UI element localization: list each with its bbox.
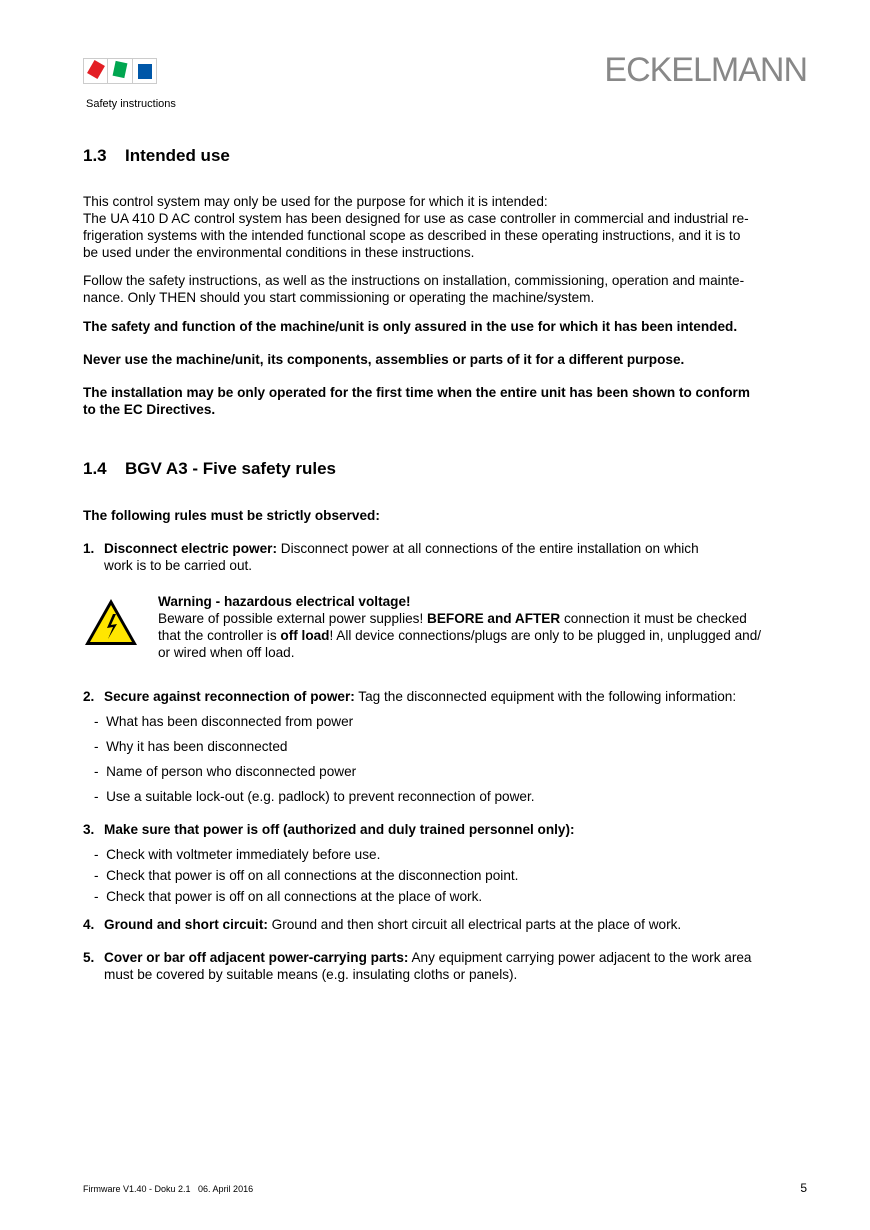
list-item: - Use a suitable lock-out (e.g. padlock) to prevent reconnection of power. [94, 789, 535, 804]
page-number: 5 [800, 1181, 807, 1195]
bold-note-2: Never use the machine/unit, its components, assemblies or parts of it for a different purpose. [83, 352, 685, 367]
rule-5: 5. Cover or bar off adjacent power-carrying parts: Any equipment carrying power adjacent to the work area must be covered by suitable means (e.g. insulating cloths or panels). [83, 950, 752, 982]
paragraph-purpose: This control system may only be used for the purpose for which it is intended: The UA 410 D AC control system has been designed for use as case controller in commercial and industrial re- frigeration systems with the intended functional scope as described in these operating instructions, and it is to be used under the environmental conditions in these instructions. [83, 194, 749, 260]
list-item: - Check that power is off on all connections at the place of work. [94, 889, 483, 904]
heading-1-4: 1.4 BGV A3 - Five safety rules [83, 459, 337, 478]
list-item: - Why it has been disconnected [94, 739, 288, 754]
brand-wordmark: ECKELMANN [604, 51, 807, 89]
heading-1-3: 1.3 Intended use [83, 146, 230, 165]
section-label: Safety instructions [86, 98, 176, 110]
list-item: - What has been disconnected from power [94, 714, 354, 729]
rules-intro: The following rules must be strictly observed: [83, 508, 380, 523]
warning-box: Warning - hazardous electrical voltage! Beware of possible external power supplies! BEFORE and AFTER connection it must be checked that the controller is off load! All device connections/plugs are only to be plugged in, unplugged and/ or wired when off load. [158, 594, 762, 660]
rule-3: 3. Make sure that power is off (authorized and duly trained personnel only): [83, 822, 575, 837]
rule-2: 2. Secure against reconnection of power: Tag the disconnected equipment with the following information: [83, 689, 737, 704]
bold-note-3: The installation may be only operated for the first time when the entire unit has been shown to conform to the EC Directives. [83, 385, 750, 417]
list-item: - Check that power is off on all connections at the disconnection point. [94, 868, 519, 883]
high-voltage-warning-icon [83, 597, 139, 647]
bold-note-1: The safety and function of the machine/unit is only assured in the use for which it has been intended. [83, 319, 738, 334]
paragraph-follow: Follow the safety instructions, as well as the instructions on installation, commissioning, operation and mainte- nance. Only THEN should you start commissioning or operating the machine/system. [83, 273, 745, 305]
list-item: - Check with voltmeter immediately before use. [94, 847, 381, 862]
rule-1: 1. Disconnect electric power: Disconnect power at all connections of the entire installation on which work is to be carried out. [83, 541, 699, 573]
rule-4: 4. Ground and short circuit: Ground and then short circuit all electrical parts at the place of work. [83, 917, 682, 932]
list-item: - Name of person who disconnected power [94, 764, 357, 779]
eckelmann-logo-icon [83, 58, 157, 84]
footer-version: Firmware V1.40 - Doku 2.1 06. April 2016 [83, 1184, 254, 1194]
